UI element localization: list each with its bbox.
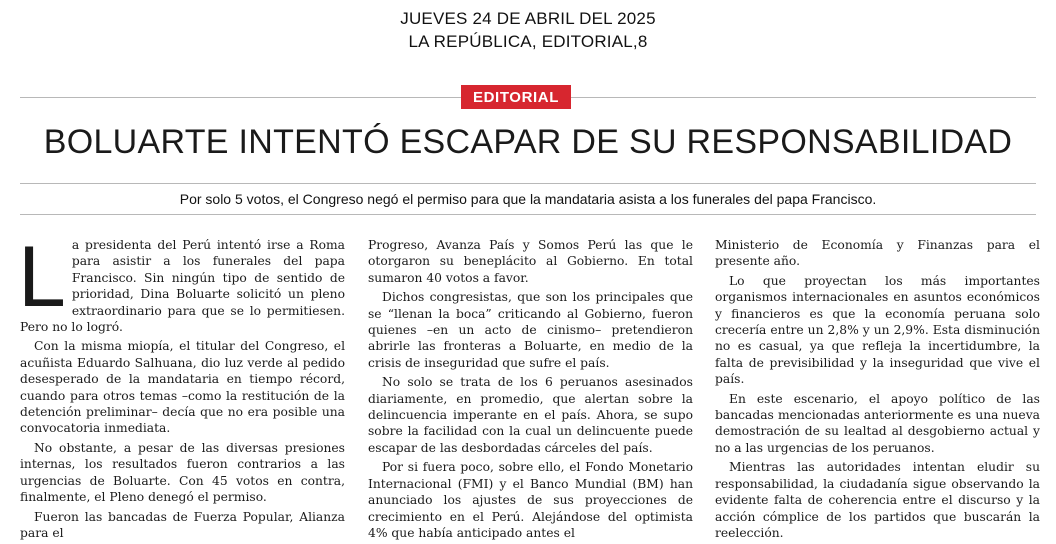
article-paragraph: Lo que proyectan los más importantes organismos internacionales en asuntos económicos y financieros es que la economía peruana solo crecería entre un 2,8% y un 2,9%. Esta disminución no es casual, ya que refleja la incertidumbre, la falta de previsibilidad y la inseguridad que vive el país. <box>715 273 1040 387</box>
headline: BOLUARTE INTENTÓ ESCAPAR DE SU RESPONSABILIDAD <box>43 123 1013 161</box>
article-paragraph: No solo se trata de los 6 peruanos asesinados diariamente, en promedio, que alertan sobre la delincuencia imperante en el país. Ahora, se supo sobre la facilidad con la cual un delincuente puede escapar de las desbordadas cárceles del país. <box>368 375 693 455</box>
publication-date: JUEVES 24 DE ABRIL DEL 2025 <box>400 9 656 28</box>
article-paragraph: No obstante, a pesar de las diversas presiones internas, los resultados fueron contrarios a las urgencias de Boluarte. Con 45 votos en contra, finalmente, el Pleno denegó el permiso. <box>20 440 345 505</box>
article-paragraph: Con la misma miopía, el titular del Congreso, el acuñista Eduardo Salhuana, dio luz verde al pedido desesperado de la mandataria en tiempo récord, cuando para otros temas –como la restitución de la detención preliminar– decía que no era posible una convocatoria inmediata. <box>20 339 345 436</box>
publication-source: LA REPÚBLICA, EDITORIAL,8 <box>408 32 648 51</box>
article-column-3 <box>715 237 1040 544</box>
article-column-2 <box>368 237 693 544</box>
section-badge: EDITORIAL <box>461 85 571 109</box>
subtitle: Por solo 5 votos, el Congreso negó el permiso para que la mandataria asista a los funerales del papa Francisco. <box>179 191 877 207</box>
article-paragraph: La presidenta del Perú intentó irse a Roma para asistir a los funerales del papa Francisco. Sin ningún tipo de sentido de prioridad, Dina Boluarte solicitó un pleno extraordinario para que se lo permitiesen. Pero no lo logró. <box>18 229 345 335</box>
headline-divider <box>20 183 1036 184</box>
article-paragraph: Fueron las bancadas de Fuerza Popular, Alianza para el <box>20 509 345 540</box>
article-paragraph: Por si fuera poco, sobre ello, el Fondo Monetario Internacional (FMI) y el Banco Mundial (BM) han anunciado los ajustes de sus proyecciones de crecimiento en el Perú. Alejándose del optimista 4% que había anticipado antes el <box>368 460 693 540</box>
subtitle-divider <box>20 214 1036 215</box>
article-paragraph: Progreso, Avanza País y Somos Perú las que le otorgaron su beneplácito al Gobierno. En total sumaron 40 votos a favor. <box>368 238 693 285</box>
article-paragraph: Dichos congresistas, que son los principales que se “llenan la boca” criticando al Gobierno, fueron quienes –en un acto de cinismo– pretendieron abrirle las fronteras a Boluarte, en medio de la crisis de inseguridad que sufre el país. <box>368 290 693 370</box>
article-paragraph: Mientras las autoridades intentan eludir su responsabilidad, la ciudadanía sigue observando la evidente falta de coherencia entre el discurso y la acción cómplice de los partidos que buscarán la reelección. <box>715 460 1040 540</box>
article-column-1 <box>18 229 345 544</box>
article-paragraph: Ministerio de Economía y Finanzas para el presente año. <box>715 238 1040 269</box>
article-paragraph: En este escenario, el apoyo político de las bancadas mencionadas anteriormente es una nueva demostración de su lealtad al desgobierno actual y no a las urgencias de los peruanos. <box>715 391 1040 455</box>
drop-cap: L <box>18 229 66 325</box>
